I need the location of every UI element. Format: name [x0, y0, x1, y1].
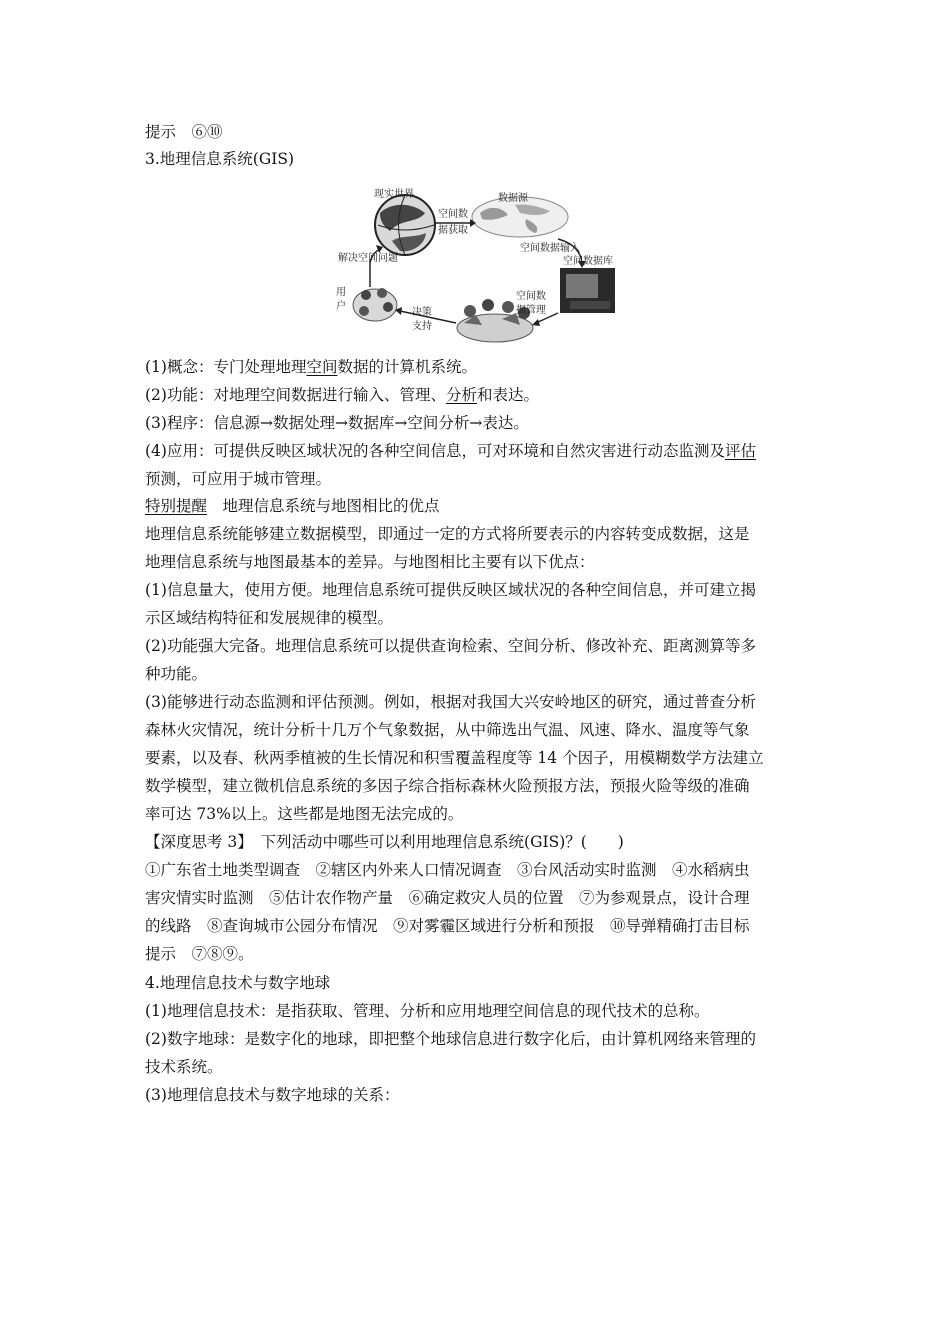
users-icon	[353, 288, 397, 321]
label-decision-2: 支持	[412, 321, 432, 332]
label-solve-problem: 解决空间问题	[338, 253, 398, 264]
text-line	[145, 775, 750, 797]
text-line	[145, 972, 330, 994]
text-segment: 种功能。	[145, 665, 208, 683]
gis-workflow-diagram	[330, 183, 625, 348]
globe-icon	[375, 195, 435, 255]
text-line	[145, 551, 595, 573]
label-real-world: 现实世界	[374, 189, 414, 200]
text-segment: 要素，以及春、秋两季植被的生长情况和积雪覆盖程度等 14 个因子，用模糊数学方法建立	[145, 749, 764, 767]
text-line	[145, 495, 440, 517]
label-spatial-data-2: 据获取	[438, 225, 468, 236]
text-line	[145, 412, 529, 434]
text-segment: 【深度思考 3】 下列活动中哪些可以利用地理信息系统(GIS)？( )	[145, 833, 624, 851]
text-segment: 地理信息系统能够建立数据模型，即通过一定的方式将所要表示的内容转变成数据，这是	[145, 525, 750, 543]
text-line	[145, 831, 624, 853]
label-mgmt-2: 据管理	[516, 305, 546, 316]
text-line	[145, 148, 294, 170]
text-segment: 数据的计算机系统。	[337, 358, 477, 376]
text-segment: (3)地理信息技术与数字地球的关系：	[145, 1086, 400, 1104]
underlined-text: 空间	[306, 358, 338, 376]
text-line	[145, 356, 477, 378]
text-line	[145, 635, 756, 657]
text-line	[145, 121, 223, 143]
label-spatial-data-1: 空间数	[438, 209, 468, 220]
text-line	[145, 887, 750, 909]
text-segment: 害灾情实时监测 ⑤估计农作物产量 ⑥确定救灾人员的位置 ⑦为参观景点，设计合理	[145, 889, 750, 907]
computer-icon	[560, 268, 615, 313]
text-segment: 和表达。	[476, 386, 539, 404]
text-segment: (3)能够进行动态监测和评估预测。例如，根据对我国大兴安岭地区的研究，通过普查分析	[145, 693, 756, 711]
text-line	[145, 691, 756, 713]
text-segment: 地理信息系统与地图相比的优点	[207, 497, 440, 515]
gis-diagram-svg	[330, 183, 625, 348]
text-line	[145, 1000, 709, 1022]
label-user-1: 用	[336, 287, 346, 298]
text-line	[145, 579, 756, 601]
text-line	[145, 803, 463, 825]
text-segment: (3)程序：信息源→数据处理→数据库→空间分析→表达。	[145, 414, 529, 432]
text-segment: (1)概念：专门处理地理	[145, 358, 307, 376]
text-segment: (2)功能强大完备。地理信息系统可以提供查询检索、空间分析、修改补充、距离测算等多	[145, 637, 756, 655]
text-segment: 4.地理信息技术与数字地球	[145, 974, 331, 992]
text-segment: 示区域结构特征和发展规律的模型。	[145, 609, 394, 627]
text-line	[145, 663, 207, 685]
text-segment: 3.地理信息系统(GIS)	[145, 150, 295, 168]
text-line	[145, 859, 750, 881]
text-segment: 预测，可应用于城市管理。	[145, 470, 332, 488]
text-line	[145, 440, 756, 462]
underlined-text: 评估	[724, 442, 756, 460]
text-line	[145, 747, 764, 769]
label-data-source: 数据源	[498, 193, 528, 204]
text-line	[145, 607, 393, 629]
label-mgmt-1: 空间数	[516, 291, 546, 302]
text-line	[145, 719, 750, 741]
label-spatial-db: 空间数据库	[563, 256, 613, 267]
text-segment: 数学模型，建立微机信息系统的多因子综合指标森林火险预报方法，预报火险等级的准确	[145, 777, 750, 795]
text-segment: 提示 ⑦⑧⑨。	[145, 945, 254, 963]
label-decision-1: 决策	[412, 307, 432, 318]
text-line	[145, 384, 539, 406]
text-line	[145, 1084, 399, 1106]
text-segment: 提示 ⑥⑩	[145, 123, 223, 141]
text-line	[145, 1056, 223, 1078]
text-segment: 的线路 ⑧查询城市公园分布情况 ⑨对雾霾区域进行分析和预报 ⑩导弹精确打击目标	[145, 917, 750, 935]
text-segment: (2)功能：对地理空间数据进行输入、管理、	[145, 386, 446, 404]
label-user-2: 户	[336, 301, 346, 312]
text-segment: 率可达 73%以上。这些都是地图无法完成的。	[145, 805, 464, 823]
text-line	[145, 943, 254, 965]
text-line	[145, 468, 331, 490]
text-segment: (4)应用：可提供反映区域状况的各种空间信息，可对环境和自然灾害进行动态监测及	[145, 442, 725, 460]
underlined-text: 分析	[445, 386, 477, 404]
label-data-input: 空间数据输入	[520, 243, 580, 254]
text-segment: 地理信息系统与地图最基本的差异。与地图相比主要有以下优点：	[145, 553, 595, 571]
text-segment: (1)地理信息技术：是指获取、管理、分析和应用地理空间信息的现代技术的总称。	[145, 1002, 710, 1020]
text-line	[145, 1028, 756, 1050]
text-segment: ①广东省土地类型调查 ②辖区内外来人口情况调查 ③台风活动实时监测 ④水稻病虫	[145, 861, 750, 879]
text-segment: (1)信息量大，使用方便。地理信息系统可提供反映区域状况的各种空间信息，并可建立揭	[145, 581, 756, 599]
underlined-text: 特别提醒	[145, 497, 208, 515]
text-segment: 技术系统。	[145, 1058, 223, 1076]
text-line	[145, 915, 750, 937]
text-line	[145, 523, 750, 545]
text-segment: 森林火灾情况，统计分析十几万个气象数据，从中筛选出气温、风速、降水、温度等气象	[145, 721, 750, 739]
text-segment: (2)数字地球：是数字化的地球，即把整个地球信息进行数字化后，由计算机网络来管理的	[145, 1030, 756, 1048]
